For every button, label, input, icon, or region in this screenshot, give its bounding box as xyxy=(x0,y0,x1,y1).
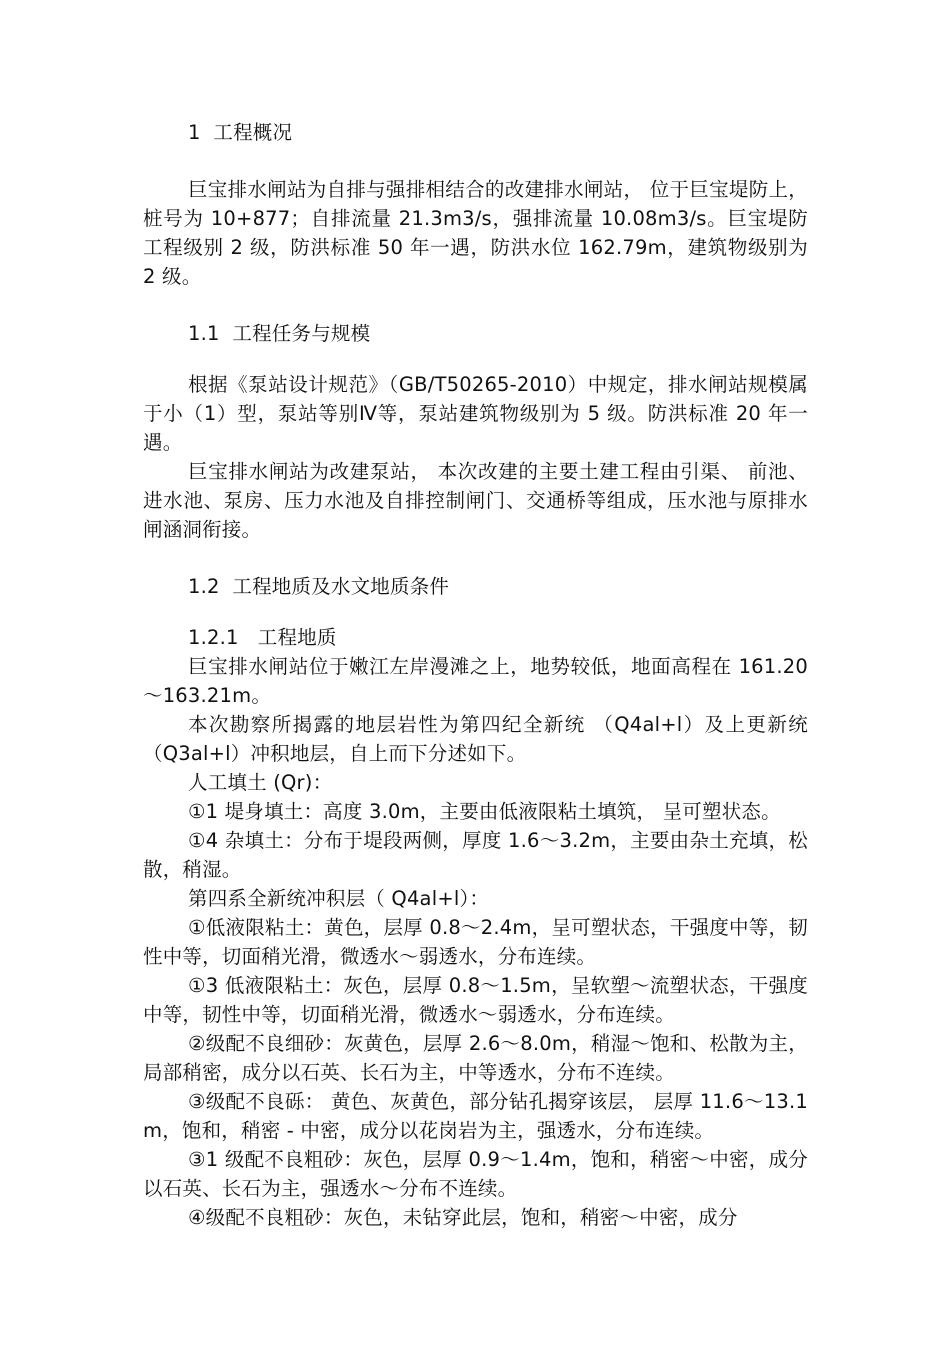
section-1-2-heading: 1.2 工程地质及水文地质条件 xyxy=(188,575,450,598)
spacer xyxy=(143,348,808,370)
section-1-paragraph: 巨宝排水闸站为自排与强排相结合的改建排水闸站， 位于巨宝堤防上，桩号为 10+877；自排流量 21.3m3/s，强排流量 10.08m3/s。巨宝堤防工程级别 2 级，防洪标准 50 年一遇，防洪水位 162.79m，建筑物级别为 2 级。 xyxy=(143,178,808,288)
section-1-1-paragraph-2: 巨宝排水闸站为改建泵站， 本次改建的主要土建工程由引渠、 前池、进水池、泵房、压力水池及自排控制闸门、交通桥等组成，压水池与原排水闸涵洞衔接。 xyxy=(143,460,808,541)
document-page xyxy=(143,118,808,1232)
section-1-2-1-paragraph-9: ②级配不良细砂：灰黄色，层厚 2.6～8.0m，稍湿～饱和、松散为主，局部稍密，成分以石英、长石为主，中等透水，分布不连续。 xyxy=(143,1032,808,1084)
section-1-2-1-heading: 1.2.1 工程地质 xyxy=(188,626,337,649)
spacer xyxy=(143,147,808,175)
section-1-2-1-paragraph-8: ①3 低液限粘土：灰色，层厚 0.8～1.5m，呈软塑～流塑状态，干强度中等，韧性中等，切面稍光滑，微透水～弱透水，分布连续。 xyxy=(143,974,808,1026)
section-1-1-paragraph-1: 根据《泵站设计规范》（GB/T50265-2010）中规定，排水闸站规模属于小（1）型，泵站等别Ⅳ等，泵站建筑物级别为 5 级。防洪标准 20 年一遇。 xyxy=(143,373,808,454)
section-1-2-1-paragraph-3: 人工填土 (Qr)： xyxy=(188,771,333,794)
section-1-2-1-paragraph-7: ①低液限粘土：黄色，层厚 0.8～2.4m，呈可塑状态，干强度中等，韧性中等，切面稍光滑，微透水～弱透水，分布连续。 xyxy=(143,916,808,968)
section-1-2-1-paragraph-11: ③1 级配不良粗砂：灰色，层厚 0.9～1.4m，饱和，稍密～中密，成分以石英、长石为主，强透水～分布不连续。 xyxy=(143,1148,808,1200)
section-1-1-heading: 1.1 工程任务与规模 xyxy=(188,322,371,345)
section-1-heading: 1 工程概况 xyxy=(188,121,293,144)
spacer xyxy=(143,291,808,319)
section-1-2-1-paragraph-1: 巨宝排水闸站位于嫩江左岸漫滩之上，地势较低，地面高程在 161.20～163.21m。 xyxy=(143,655,808,707)
section-1-2-1-paragraph-5: ①4 杂填土：分布于堤段两侧，厚度 1.6～3.2m，主要由杂土充填，松散，稍湿。 xyxy=(143,829,808,881)
spacer xyxy=(143,544,808,572)
section-1-2-1-paragraph-12: ④级配不良粗砂：灰色，未钻穿此层，饱和，稍密～中密，成分 xyxy=(188,1206,738,1229)
section-1-2-1-paragraph-2: 本次勘察所揭露的地层岩性为第四纪全新统 （Q4al+l）及上更新统（Q3al+l）冲积地层，自上而下分述如下。 xyxy=(143,713,808,765)
section-1-2-1-paragraph-4: ①1 堤身填土：高度 3.0m，主要由低液限粘土填筑， 呈可塑状态。 xyxy=(188,800,781,823)
section-1-2-1-paragraph-10: ③级配不良砾： 黄色、灰黄色，部分钻孔揭穿该层， 层厚 11.6～13.1m，饱和，稍密 - 中密，成分以花岗岩为主，强透水，分布连续。 xyxy=(143,1090,808,1142)
spacer xyxy=(143,601,808,623)
section-1-2-1-paragraph-6: 第四系全新统冲积层（ Q4al+l）： xyxy=(188,887,490,910)
